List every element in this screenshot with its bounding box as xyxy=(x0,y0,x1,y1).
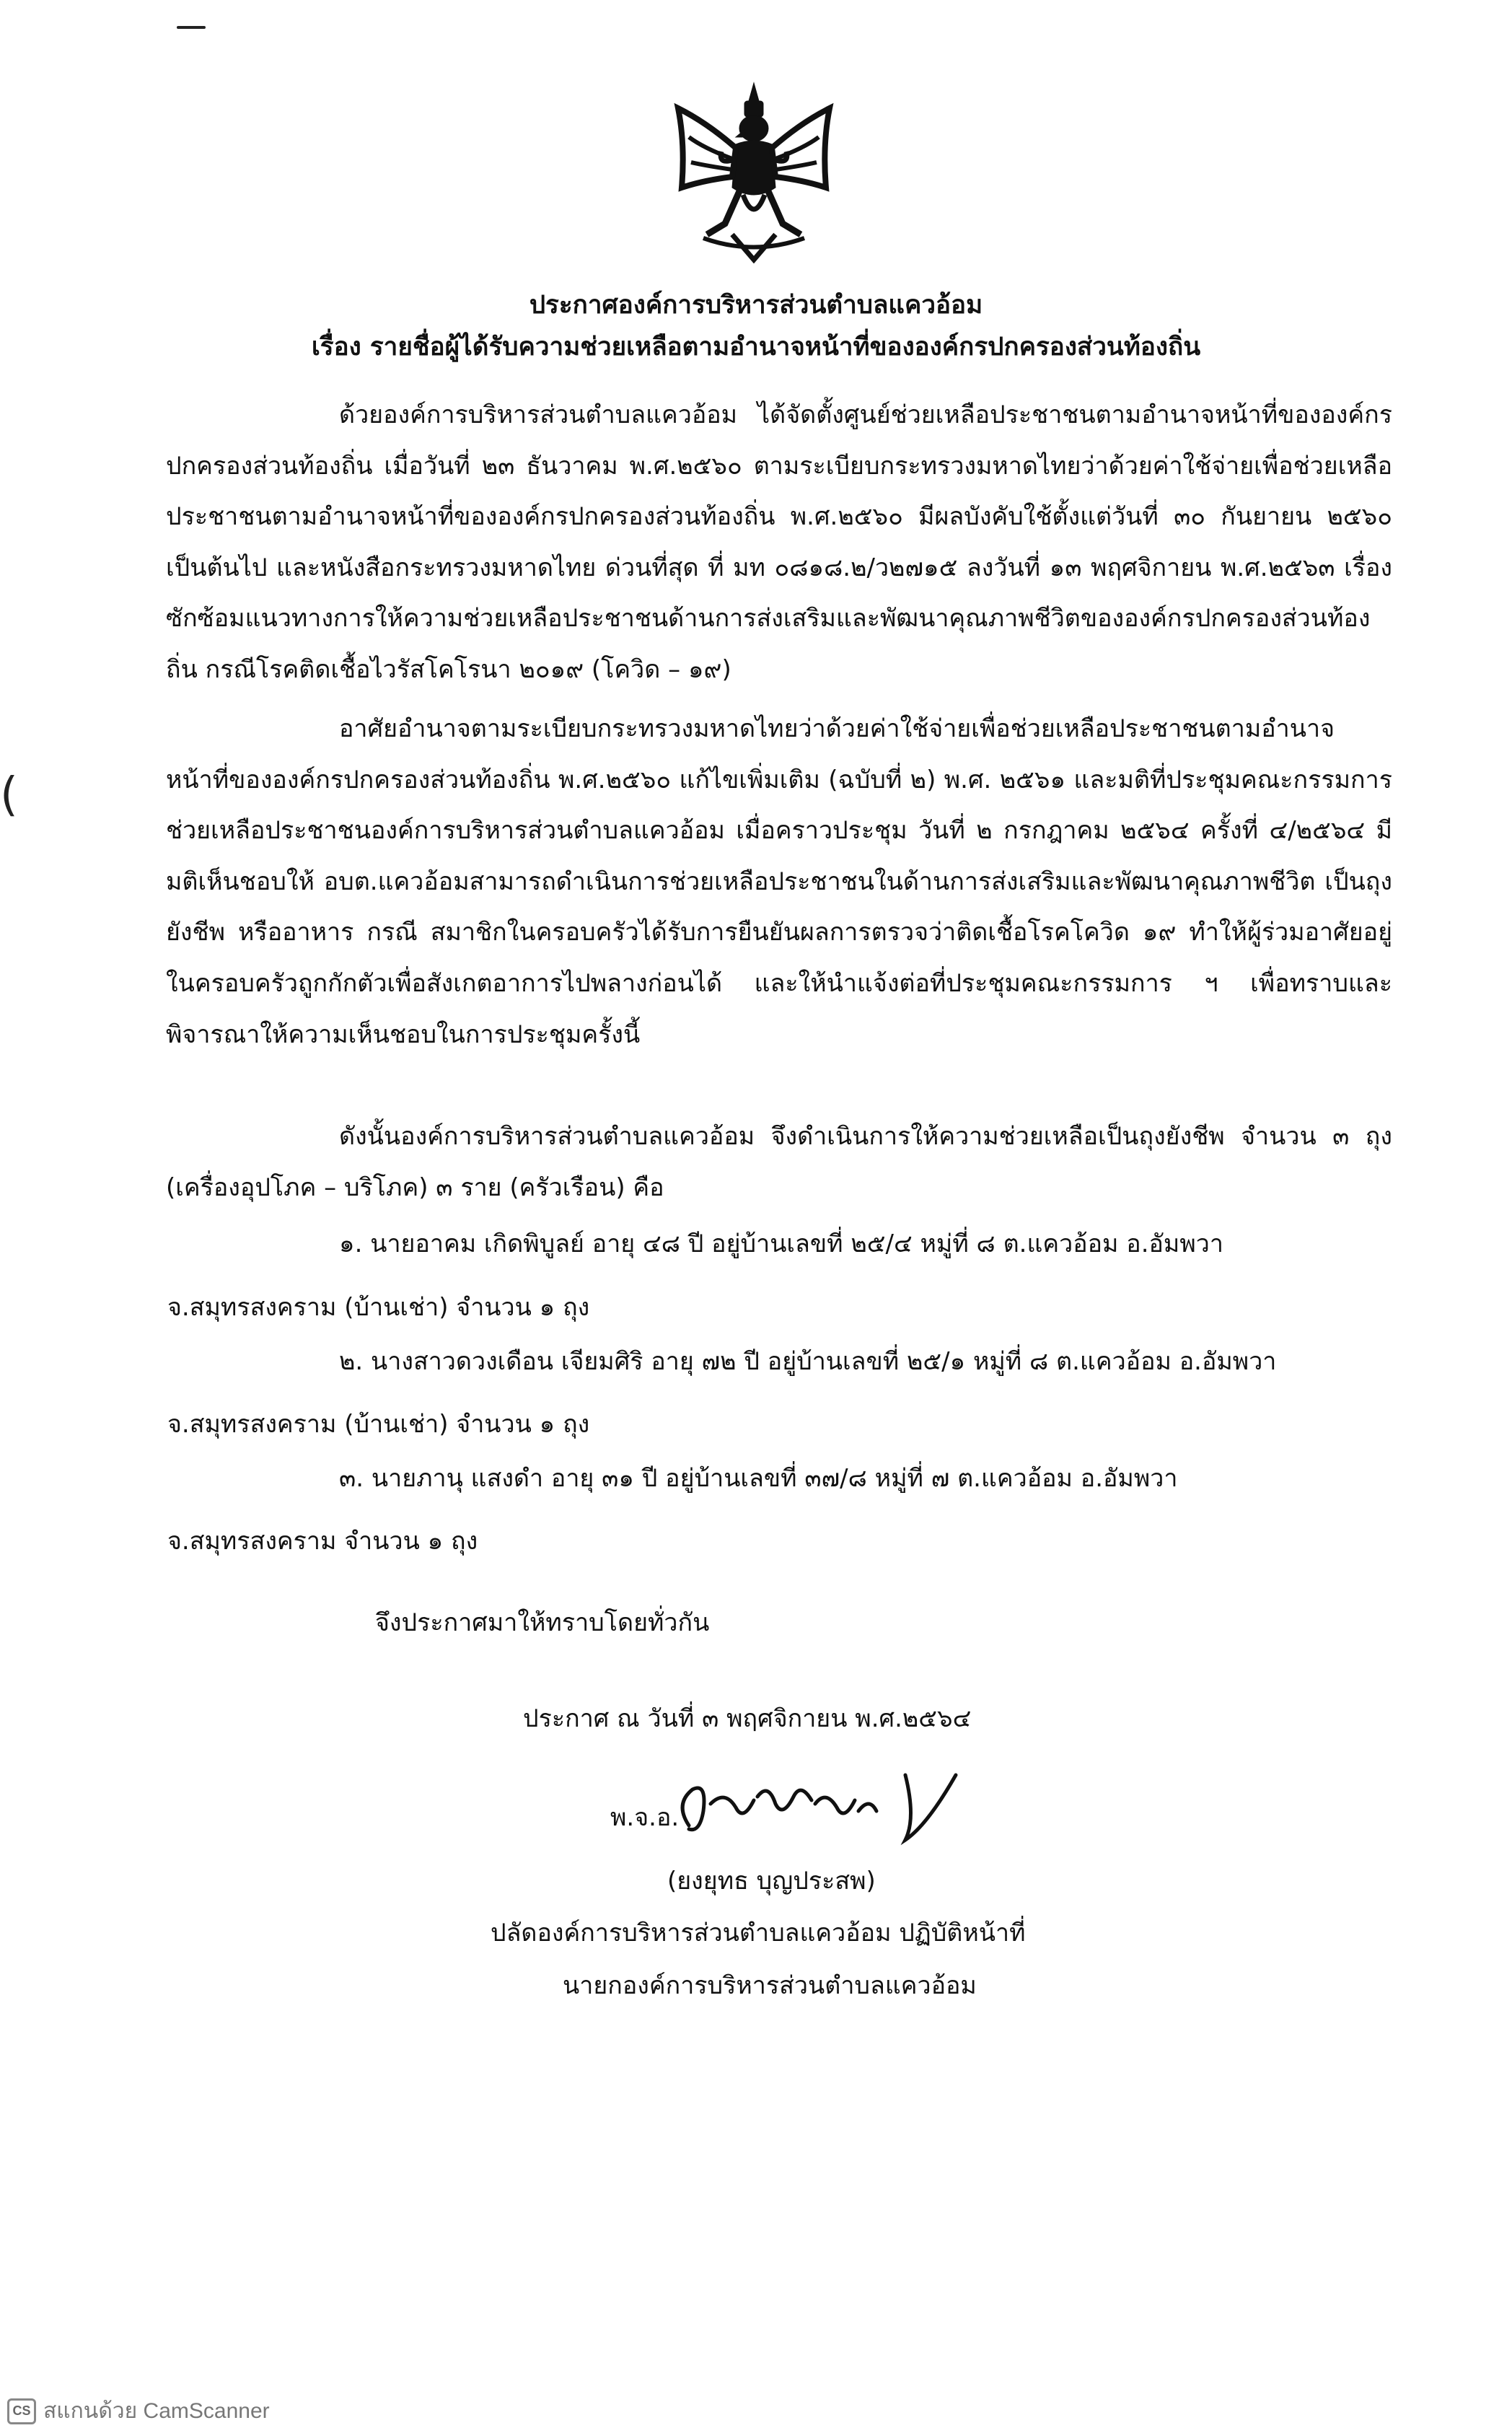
signer-position-2: นายกองค์การบริหารส่วนตำบลแควอ้อม xyxy=(563,1971,977,2000)
recipient-3-line1: ๓. นายภานุ แสงดำ อายุ ๓๑ ปี อยู่บ้านเลขที่ ๓๗/๘ หมู่ที่ ๗ ต.แควอ้อม อ.อัมพวา xyxy=(339,1464,1178,1493)
scan-margin-mark: ( xyxy=(0,768,18,822)
paragraph-action: ดังนั้นองค์การบริหารส่วนตำบลแควอ้อม จึงดำเนินการให้ความช่วยเหลือเป็นถุงยังชีพ จำนวน ๓ ถุง (เครื่องอุปโภค – บริโภค) ๓ ราย (ครัวเรือน) คือ xyxy=(166,1122,1392,1202)
recipient-1-line2: จ.สมุทรสงคราม (บ้านเช่า) จำนวน ๑ ถุง xyxy=(167,1293,590,1322)
scan-mark xyxy=(177,26,206,29)
camscanner-logo-icon: CS xyxy=(7,2398,36,2424)
paragraph-background: ด้วยองค์การบริหารส่วนตำบลแควอ้อม ได้จัดตั้งศูนย์ช่วยเหลือประชาชนตามอำนาจหน้าที่ขององค์กรปกครองส่วนท้องถิ่น เมื่อวันที่ ๒๓ ธันวาคม พ.ศ.๒๕๖๐ ตามระเบียบกระทรวงมหาดไทยว่าด้วยค่าใช้จ่ายเพื่อช่วยเหลือประชาชนตามอำนาจหน้าที่ขององค์กรปกครองส่วนท้องถิ่น พ.ศ.๒๕๖๐ มีผลบังคับใช้ตั้งแต่วันที่ ๓๐ กันยายน ๒๕๖๐ เป็นต้นไป และหนังสือกระทรวงมหาดไทย ด่วนที่สุด ที่ มท ๐๘๑๘.๒/ว๒๗๑๕ ลงวันที่ ๑๓ พฤศจิกายน พ.ศ.๒๕๖๓ เรื่องซักซ้อมแนวทางการให้ความช่วยเหลือประชาชนด้านการส่งเสริมและพัฒนาคุณภาพชีวิตขององค์กรปกครองส่วนท้องถิ่น กรณีโรคติดเชื้อไวรัสโคโรนา ๒๐๑๙ (โควิด – ๑๙) xyxy=(166,400,1392,684)
announce-date: ประกาศ ณ วันที่ ๓ พฤศจิกายน พ.ศ.๒๕๖๔ xyxy=(523,1704,972,1733)
closing-statement: จึงประกาศมาให้ทราบโดยทั่วกัน xyxy=(375,1608,710,1637)
recipient-1-line1: ๑. นายอาคม เกิดพิบูลย์ อายุ ๔๘ ปี อยู่บ้านเลขที่ ๒๕/๔ หมู่ที่ ๘ ต.แควอ้อม อ.อัมพวา xyxy=(339,1230,1223,1258)
signer-rank: พ.จ.อ. xyxy=(610,1803,680,1832)
signer-name: (ยงยุทธ บุญประสพ) xyxy=(667,1867,876,1895)
recipient-2-line1: ๒. นางสาวดวงเดือน เจียมศิริ อายุ ๗๒ ปี อยู่บ้านเลขที่ ๒๕/๑ หมู่ที่ ๘ ต.แควอ้อม อ.อัมพวา xyxy=(339,1347,1277,1376)
recipient-3-line2: จ.สมุทรสงคราม จำนวน ๑ ถุง xyxy=(167,1527,478,1556)
signer-position-1: ปลัดองค์การบริหารส่วนตำบลแควอ้อม ปฏิบัติหน้าที่ xyxy=(491,1919,1026,1947)
garuda-emblem-icon xyxy=(664,79,844,263)
scanner-watermark-text: สแกนด้วย CamScanner xyxy=(43,2399,270,2423)
announcement-subject: เรื่อง รายชื่อผู้ได้รับความช่วยเหลือตามอำนาจหน้าที่ขององค์กรปกครองส่วนท้องถิ่น xyxy=(311,333,1201,361)
announcement-title: ประกาศองค์การบริหารส่วนตำบลแควอ้อม xyxy=(529,291,983,320)
recipient-2-line2: จ.สมุทรสงคราม (บ้านเช่า) จำนวน ๑ ถุง xyxy=(167,1410,590,1439)
handwritten-signature xyxy=(667,1761,977,1862)
scanner-watermark xyxy=(7,2394,270,2428)
paragraph-authority: อาศัยอำนาจตามระเบียบกระทรวงมหาดไทยว่าด้วยค่าใช้จ่ายเพื่อช่วยเหลือประชาชนตามอำนาจหน้าที่ขององค์กรปกครองส่วนท้องถิ่น พ.ศ.๒๕๖๐ แก้ไขเพิ่มเติม (ฉบับที่ ๒) พ.ศ. ๒๕๖๑ และมติที่ประชุมคณะกรรมการช่วยเหลือประชาชนองค์การบริหารส่วนตำบลแควอ้อม เมื่อคราวประชุม วันที่ ๒ กรกฎาคม ๒๕๖๔ ครั้งที่ ๔/๒๕๖๔ มีมติเห็นชอบให้ อบต.แควอ้อมสามารถดำเนินการช่วยเหลือประชาชนในด้านการส่งเสริมและพัฒนาคุณภาพชีวิต เป็นถุงยังชีพ หรืออาหาร กรณี สมาชิกในครอบครัวได้รับการยืนยันผลการตรวจว่าติดเชื้อโรคโควิด ๑๙ ทำให้ผู้ร่วมอาศัยอยู่ในครอบครัวถูกกักตัวเพื่อสังเกตอาการไปพลางก่อนได้ และให้นำแจ้งต่อที่ประชุมคณะกรรมการ ฯ เพื่อทราบและพิจารณาให้ความเห็นชอบในการประชุมครั้งนี้ xyxy=(166,714,1392,1049)
